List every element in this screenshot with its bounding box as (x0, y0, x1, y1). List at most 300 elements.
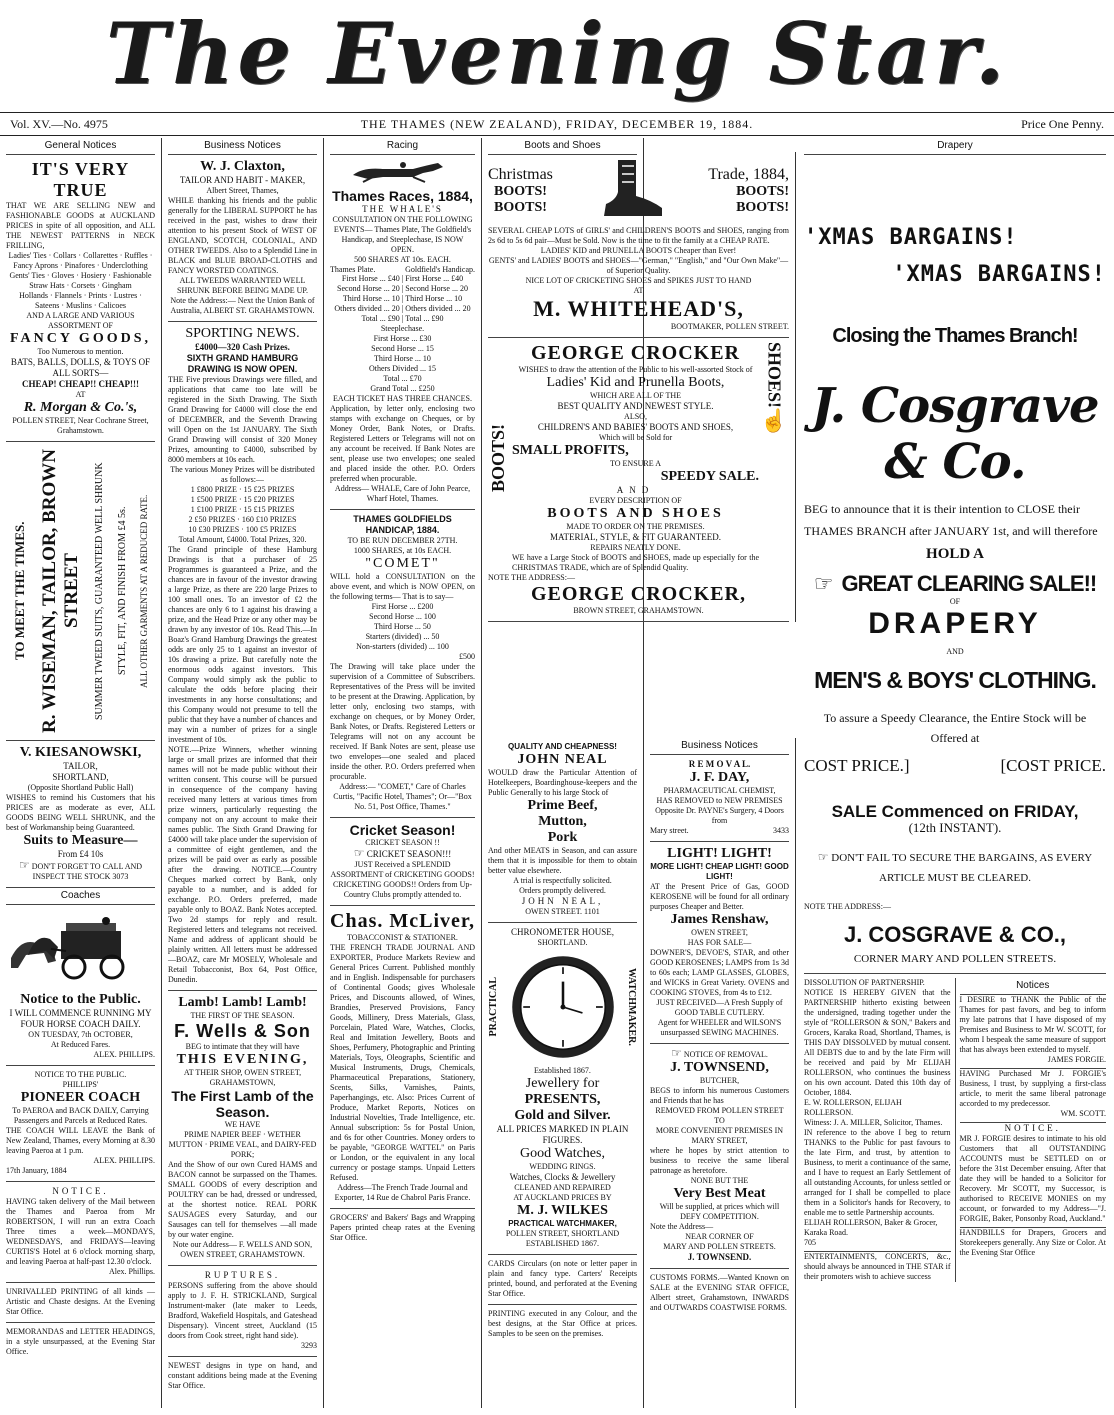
ad-date: 17th January, 1884 (6, 1166, 67, 1175)
ad-firm: J. COSGRAVE & CO., (843, 922, 1067, 947)
table-heading: Steeplechase. (380, 324, 425, 333)
wells-lamb-ad (168, 991, 317, 1266)
ad-firm: JOHN NEAL (517, 752, 608, 767)
table-row: £500 (459, 652, 475, 661)
ad-body: To assure a Speedy Clearance, the Entire Stock will be Offered at (823, 711, 1087, 745)
ad-body: The Grand principle of these Hamburg Drawings is that a purchaser of 25 Programmes is guaranteed a Prize, and the chances are in favour of the investor drawing a large Prize, as there are 220 large Prizes to 100 small ones. To an investor of £2 the chances are only 6 to 1 against his drawing a prize, and the Head Prize or any other may be drawn by any investor of 10s. Read This.—In Boaz's Grand Hamburg Drawings the greatest odds are only 25 to 1 against an investor of 10s drawing a prize. But carefully note the enormous odds against investors. This Company would simply ask the public to calculate the odds before placing their investments in any horse consultations; and this Company would not presume to tell the public that they have a number of chances and may win a number of prizes for a single investment of 10s. (168, 545, 317, 744)
ad-text: NEAR CORNER OF (685, 1232, 754, 1241)
ad-headline: DISSOLUTION OF PARTNERSHIP. (804, 978, 925, 987)
table-row: Second Horse ... 100 (369, 612, 436, 621)
ad-signature: J. TOWNSEND. (687, 1252, 752, 1262)
ad-headline: NOTICE. (960, 1122, 1107, 1134)
ad-headline: RUPTURES. (204, 1270, 281, 1280)
ad-text: 500 SHARES AT 10s. EACH. (354, 255, 451, 264)
ad-address: CORNER MARY AND POLLEN STREETS. (853, 953, 1057, 965)
price: Price One Penny. (1021, 117, 1104, 131)
table-row: Third Horse ... 50 (374, 622, 431, 631)
ad-text: NICE LOT OF CRICKETING SHOES and SPIKES JUST TO HAND (525, 276, 752, 285)
ad-headline: SPORTING NEWS. (185, 326, 300, 341)
vertical-text: SHOES! (764, 342, 785, 409)
section-heading: Business Notices (168, 138, 317, 155)
ad-text: Christmas (488, 166, 553, 183)
pioneer-coach-ad (6, 1066, 155, 1182)
ad-address: POLLEN STREET, Near Cochrane Street, Grahamstown. (12, 416, 149, 435)
ad-body: NOTICE IS HEREBY GIVEN that the PARTNERSHIP hitherto existing between the undersigned, trading together under the style of "ROLLERSON & SON," Bakers and Grocers, Karaka Road, Shortland, Thames, is THIS DAY DISSOLVED by mutual consent. All DEBTS due to and by the late Firm will be received and paid by Mr ELIJAH ROLLERSON, who continues the business on his own account. Dated this 10th day of October, 1884. (804, 988, 951, 1097)
ad-body: HAVING taken delivery of the Mail between the Thames and Paeroa from Mr ROBERTSON, I will run an extra Coach Three times a week—MONDAYS, WEDNESDAYS, and FRIDAYS—leaving CURTIS'S Hotel at 6 o'clock morning sharp, and leaving Paeroa at half-past 12.30 o'clock. (6, 1197, 155, 1266)
prize-row: 1 £500 PRIZE · 15 £20 PRIZES (190, 495, 295, 504)
boot-icon (596, 156, 666, 226)
masthead (0, 0, 1114, 112)
prize-row: 1 £100 PRIZE · 15 £15 PRIZES (190, 505, 295, 514)
ad-text: 1000 SHARES, at 10s EACH. (353, 546, 452, 555)
ad-text: DON'T FORGET TO CALL AND INSPECT THE STOCK (31, 862, 143, 881)
ad-text: ON TUESDAY, 7th OCTOBER, (28, 1030, 133, 1039)
ad-text: Established 1867. (534, 1066, 591, 1075)
ad-list: Hollands · Flannels · Prints · Lustres · Sateens · Muslins · Calicoes (19, 291, 142, 310)
prize-row: 2 £50 PRIZES · 160 £10 PRIZES (188, 515, 297, 524)
ad-body: THAT WE ARE SELLING NEW and FASHIONABLE GOODS at AUCKLAND PRICES in spite of all opposition, and ALL THE NEWEST PATTERNS in NECK FRILLING, (6, 201, 155, 250)
ad-headline: Cricket Season! (349, 822, 456, 838)
table-heading: Goldfield's Handicap. (405, 265, 475, 274)
ad-text: TAILOR AND HABIT - MAKER, (179, 175, 306, 185)
ad-text: NOTE THE ADDRESS:— (804, 902, 891, 911)
ad-body: To PAEROA and BACK DAILY, Carrying Passengers and Parcels at Reduced Rates. (12, 1106, 149, 1125)
ad-address: Address:— "COMET," Care of Charles Curtis, "Pacific Hotel, Thames"; Or—"Box No. 51, Post Office, Thames." (333, 782, 472, 811)
ad-firm: GEORGE CROCKER (530, 342, 741, 364)
ad-text: BEG to intimate that they will have (185, 1042, 300, 1051)
ad-subhead: Prime Beef, (527, 798, 598, 813)
ad-text: WHICH ARE ALL OF THE (589, 391, 682, 400)
ad-text: WEDDING RINGS. (529, 1162, 596, 1171)
ad-number: 705 (804, 1238, 816, 1247)
ad-text: Note the Address— (650, 1222, 714, 1231)
clock-icon (508, 952, 618, 1062)
ad-headline: IT'S VERY TRUE (31, 159, 130, 200)
prize-row: 10 £30 PRIZES · 100 £5 PRIZES (188, 525, 297, 534)
ad-body: WISHES to remind his Customers that his PRICES are as moderate as ever, ALL GOODS BEING WELL SHRUNK, and the best of Workmanship being Guaranteed. (6, 793, 155, 832)
wiseman-ad (6, 442, 155, 741)
ad-text: At Reduced Fares. (50, 1040, 111, 1049)
ad-subhead: Ladies' Kid and Prunella Boots, (546, 375, 725, 390)
ad-text: SHORTLAND, (52, 772, 109, 782)
ad-signature: Alex. Phillips. (108, 1267, 155, 1276)
comet-consultation-ad (330, 510, 475, 818)
column-drapery (796, 138, 1114, 1408)
ad-subhead: PRESENTS, (524, 1092, 601, 1107)
table-row: Total ... £70 (383, 374, 422, 383)
ad-text: AND A LARGE AND VARIOUS ASSORTMENT OF (26, 311, 135, 330)
ad-text: JUST RECEIVED—A Fresh Supply of GOOD TABLE CUTLERY. (656, 998, 783, 1017)
ad-firm: J. F. DAY, (689, 770, 750, 785)
ad-subhead: SIXTH GRAND HAMBURG DRAWING IS NOW OPEN. (186, 353, 299, 374)
ad-body: JUST Received a SPLENDID ASSORTMENT of CRICKETING GOODS! CRICKETING GOODS!! Orders from Up-Country Clubs promptly attended to. (330, 860, 475, 899)
ad-subhead: Suits to Measure— (23, 833, 138, 848)
ad-text: WE HAVE (224, 1120, 261, 1129)
ad-firm: R. Morgan & Co.'s, (23, 400, 138, 415)
ad-text: BUTCHER, (699, 1076, 740, 1085)
pointing-hand-icon: ☞ (671, 1046, 682, 1060)
ad-address: Note the Address:— Next the Union Bank of Australia, ALBERT ST. GRAHAMSTOWN. (170, 296, 315, 315)
ad-address: MARY AND POLLEN STREETS. (663, 1242, 776, 1251)
ad-subhead: CRICKET SEASON!!! (366, 849, 452, 859)
ad-headline: MEN'S & BOYS' CLOTHING. (814, 667, 1096, 693)
coach-illustration-icon (6, 913, 156, 983)
handbills-ad: HANDBILLS for Drapers, Grocers and Storekeepers generally. Any Size or Color. At the Evening Star Office (959, 1228, 1106, 1257)
kiesanowski-ad (6, 741, 155, 888)
ad-headline: PIONEER COACH (20, 1090, 141, 1105)
mail-coach-notice (6, 1182, 155, 1283)
ad-subhead: THIS EVENING, (176, 1052, 309, 1067)
table-row: First Horse ... £200 (371, 602, 434, 611)
ad-headline: Lamb! Lamb! Lamb! (178, 995, 307, 1010)
table-row: First Horse ... £30 (373, 334, 432, 343)
ad-headline: GREAT CLEARING SALE!! (841, 571, 1097, 596)
vertical-text: ALL OTHER GARMENTS AT A REDUCED RATE. (139, 494, 150, 688)
ad-text: ALSO, (624, 412, 647, 421)
ad-body: SEVERAL CHEAP LOTS of GIRLS' and CHILDREN'S BOOTS and SHOES, ranging from 2s 6d to 5s 6d pair—Must be Sold. Now is the time to fit the family at a CHEAP RATE. (488, 226, 789, 245)
publication-date: THE THAMES (NEW ZEALAND), FRIDAY, DECEMBER 19, 1884. (360, 117, 754, 131)
ad-body: MR J. FORGIE desires to intimate to his old Customers that all OUTSTANDING ACCOUNTS must be SETTLED on or before the 31st December ensuing. After that date they will be handed to a Solicitor for Recovery. Mr SCOTT, my Successor, is authorised to RECEIVE MONIES on my account, or forwarded to my Address—"J. FORGIE, Baker, Ponsonby Road, Auckland." (959, 1134, 1106, 1223)
column-general-notices (0, 138, 162, 1408)
section-heading: Boots and Shoes (488, 138, 637, 155)
ad-text: HOLD A (926, 546, 984, 562)
renshaw-ad (650, 842, 789, 1044)
ad-text: AT (75, 390, 86, 399)
vertical-text: STYLE, FIT, AND FINISH FROM £4 5s. (116, 506, 128, 676)
ad-text: GENTS' and LADIES' BOOTS and SHOES—"German," "English," and "Our Own Make"—of Superior Quality. (488, 256, 789, 275)
ad-subhead: SMALL PROFITS, (512, 443, 629, 458)
mcliver-ad (330, 906, 475, 1209)
forgie-notices (960, 978, 1107, 1282)
ad-body: NOTE.—Prize Winners, whether winning large or small prizes are informed that their names will not be made public without their written consent. This course will be pursued in consequence of the company having received many letters at various times from prize winners, particularly requesting the company not on any account to make their names public. The Sixth Grand Drawing for £4000 will take place under the supervision of a committee of eight gentlemen, and the prizes will be paid over as early as possible after the drawing. NOTICE.—Country Cheques marked correct by Bank, only payable to a number, and is added for exchange. P.O. Orders preferred, made payable only to BOAZ. Bank Notes accepted. Two 2d stamps for reply and result. Registered letters and telegrams not received. Name and address of applicant should be plainly written. All letters must be addressed—BOAZ, care Mr MOSELY, Wholesale and Retail Tobacconist, Box 64, Post Office, Dunedin. (168, 745, 317, 984)
ad-address: Note our Address— F. WELLS AND SON, OWEN STREET, GRAHAMSTOWN. (172, 1240, 313, 1259)
ad-body: THE FRENCH TRADE JOURNAL AND EXPORTER, Produce Markets Review and General Prices Current. Published monthly and in English. Indispensable for purchasers of Continental Goods; gives Wholesale Prices, and Discounts allowed, of Wines, Brandies, Preserved Provisions, Fancy Goods, Millinery, Dress Materials, Glass, Porcelain, Plated Ware, Watches, Clocks, Real and Imitation Jewellery, Boots and Shoes, Perfumery, Photographic and Printing Materials, Toys, Oleographs, Scientific and Musical Instruments, Drugs, Chemicals, Pharmaceutical Preparations, Stationery, Scents, Silks, Varnishes, Paints, Paperhangings, etc. Also: Prices Current of Produce, Market Reports, Notices on Industrial Novelties, Trade Intelligence, etc. Annual subscription: 5s for Postal Union, and 6s for other Countries. Money orders to be payable, "GEORGE WATTEL" on Paris or London, or the equivalent in any local currency or postage stamps. Unpaid Letters Refused. (330, 943, 475, 1182)
customs-forms-ad: CUSTOMS FORMS.—Wanted Known on SALE at the EVENING STAR OFFICE, Albert street, Grahamstown, INWARDS and OUTWARDS COASTWISE FORMS. (650, 1273, 789, 1312)
ad-subhead: Gold and Silver. (514, 1108, 611, 1123)
ad-text: TO BE RUN DECEMBER 27TH. (347, 536, 458, 545)
ad-text: COST PRICE.] (804, 756, 910, 775)
ad-subhead: Good Watches, (520, 1146, 605, 1161)
ad-headline: Notice to the Public. (20, 992, 141, 1007)
pointing-hand-icon: ☞ (18, 858, 30, 872)
cards-circulars-ad: CARDS Circulars (on note or letter paper in plain and fancy type. Carters' Receipts printed, bound, and perforated at the Evening Star Office. (488, 1255, 637, 1305)
section-heading: Racing (330, 138, 475, 155)
ad-text: SHORTLAND. (537, 938, 588, 947)
ad-text: CLEANED AND REPAIRED (514, 1183, 611, 1192)
ad-text: BOOTS! (736, 184, 789, 199)
ad-text: (12th INSTANT). (908, 820, 1002, 835)
ad-subhead: "COMET" (365, 556, 440, 571)
claxton-ad (168, 155, 317, 322)
ad-text: ALL PRICES MARKED IN PLAIN FIGURES. (496, 1124, 629, 1145)
ad-text: Orders promptly delivered. (519, 886, 606, 895)
ad-text: BEST QUALITY AND NEWEST STYLE. (557, 401, 714, 411)
ad-headline: LIGHT! LIGHT! (667, 846, 772, 861)
ad-body: THE COACH WILL LEAVE the Bank of New Zealand, Thames, every Morning at 8.30 leaving Paeroa at 1 p.m. (6, 1126, 155, 1155)
ad-body: HAVING Purchased Mr J. FORGIE's Business, I trust, by supplying a first-class article, to merit the same liberal patronage accorded to my predecessor. (959, 1069, 1106, 1108)
ad-subhead: Closing the Thames Branch! (832, 325, 1078, 347)
ad-text: BOOTS! (736, 200, 789, 215)
ad-text: HAS FOR SALE— (687, 938, 752, 947)
ad-body: The Drawing will take place under the supervision of a Committee of Subscribers. Representatives of the Press will be invited to be present at the Drawing. Application, by letter only, enclosing two stamps, with exchange on cheques, or by Money Order, Bank Notes, or Drafts. Registered Letters or Telegrams will not on any account be received. If Bank Notes are sent, please use two envelopes—one sealed and placed inside the other. P.O. Orders preferred when procurable. (330, 662, 475, 781)
ad-signature: E. W. ROLLERSON, ELIJAH ROLLERSON. (804, 1098, 902, 1117)
ad-text: PHILLIPS' (62, 1080, 99, 1089)
ad-number: 1101 (584, 907, 600, 916)
ad-body: WISHES to draw the attention of the Public to his well-assorted Stock of (518, 365, 753, 374)
section-heading: Coaches (6, 888, 155, 905)
table-row: Second Horse ... 15 (371, 344, 434, 353)
prize-total: Total Amount, £4000. Total Prizes, 320. (178, 535, 307, 544)
ad-address: Address— WHALE, Care of John Pearce, Wharf Hotel, Thames. (334, 484, 471, 503)
ad-subhead: £4000—320 Cash Prizes. (195, 342, 290, 352)
ad-firm: F. Wells & Son (174, 1021, 311, 1041)
ad-address: BROWN STREET, GRAHAMSTOWN. (573, 606, 704, 615)
ad-body: DOWNER'S, DEVOE'S, STAR, and other GOOD KEROSENES; LAMPS from 1s 3d to 60s each; LAMP GLASSES, GLOBES, and WICKS in Great Variety. OVENS and COOKING STOVES, from 4s to £12. (650, 948, 789, 997)
ad-headline: QUALITY AND CHEAPNESS! (508, 742, 617, 751)
ad-address: Address—The French Trade Journal and Exporter, 14 Rue de Chabrol Paris France. (334, 1183, 471, 1202)
ad-text: THE FIRST OF THE SEASON. (190, 1011, 295, 1020)
colour-printing-ad: PRINTING executed in any Colour, and the best designs, at the Star Office at prices. Samples to be seen on the premises. (488, 1309, 637, 1338)
ad-headline: THAMES GOLDFIELDS HANDICAP, 1884. (353, 514, 452, 535)
vertical-text: R. WISEMAN, TAILOR, BROWN STREET (39, 449, 83, 733)
ad-subhead: FANCY GOODS, (10, 331, 151, 346)
ad-body: BEGS to inform his numerous Customers and Friends that he has (650, 1086, 789, 1105)
table-row: Others Divided ... 15 (368, 364, 437, 373)
ad-headline: 'XMAS BARGAINS! (892, 262, 1106, 287)
grocers-bags-ad: GROCERS' and Bakers' Bags and Wrapping Papers printed cheap rates at the Evening Star Office. (330, 1213, 475, 1242)
ad-signature: ELIJAH ROLLERSON, Baker & Grocer, Karaka Road. (804, 1218, 938, 1237)
column-5-business-notices (644, 738, 796, 1408)
ad-text: BOOTS! (493, 200, 547, 215)
ad-text: AND (616, 485, 655, 495)
table-row: Starters (divided) ... 50 (365, 632, 440, 641)
ad-subhead: BOOTS AND SHOES (547, 506, 724, 521)
section-heading: Drapery (804, 138, 1106, 155)
ad-body: PERSONS suffering from the above should apply to J. F. H. STRICKLAND, Surgical Instrument-maker (late maker to Leeds, Bradford, Wakefield Hospitals, and Gateshead Dispensary). Vincent street, Auckland (15 doors from Cook street, right hand side). (168, 1281, 317, 1340)
ad-text: ALL TWEEDS WARRANTED WELL SHRUNK BEFORE BEING MADE UP. (177, 276, 308, 295)
ad-body: WHILE thanking his friends and the public generally for the LIBERAL SUPPORT he has received in the past, wishes to draw their attention to his present Stock of WEST OF ENGLAND, SCOTCH, COLONIAL, AND OTHER TWEEDS. Also to a Splendid Line in BLACK and BLUE BROAD-CLOTHS and FANCY WORSTED COATINGS. (168, 196, 317, 275)
ad-signature: JOHN NEAL, (521, 896, 604, 906)
column-business-notices (162, 138, 324, 1408)
townsend-ad (650, 1044, 789, 1269)
ad-subhead: Very Best Meat (673, 1186, 766, 1201)
crocker-ad (488, 338, 789, 622)
pointing-hand-icon: ☞ (817, 850, 829, 864)
ad-text: DON'T FAIL TO SECURE THE BARGAINS, AS EVERY ARTICLE MUST BE CLEARED. (831, 852, 1093, 884)
ad-text: PHARMACEUTICAL CHEMIST, (663, 786, 776, 795)
ad-text: ESTABLISHED 1867. (525, 1239, 600, 1248)
ad-subhead: MORE LIGHT! CHEAP LIGHT! GOOD LIGHT! (650, 862, 789, 881)
table-row: Non-starters (divided) ... 100 (356, 642, 449, 651)
vertical-text: WATCHMAKER. (626, 968, 637, 1046)
ad-body: where he hopes by strict attention to business to receive the same liberal patronage as heretofore. (650, 1146, 789, 1175)
pointing-finger-icon: ☝ (760, 408, 788, 434)
column-racing (324, 138, 482, 1408)
ad-text: AT AUCKLAND PRICES BY (513, 1193, 612, 1202)
ad-text: Will be supplied, at prices which will DEFY COMPETITION. (659, 1202, 780, 1221)
ad-firm: Chas. McLiver, (330, 910, 475, 932)
ad-text: Agent for WHEELER and WILSON'S unsurpassed SEWING MACHINES. (657, 1018, 782, 1037)
column-4-lower (482, 738, 644, 1408)
ad-text: CHEAP! CHEAP!! CHEAP!!! (22, 379, 139, 389)
volume-number: Vol. XV.—No. 4975 (10, 117, 108, 131)
ad-headline: NOTICE. (52, 1186, 109, 1196)
ad-text: TOBACCONIST & STATIONER. (347, 933, 458, 942)
table-row: Total ... £90 | Total ... £90 (361, 314, 444, 323)
whale-consultation-ad (330, 155, 475, 510)
whitehead-ad (488, 152, 789, 338)
ad-text: TO (714, 1116, 725, 1125)
ad-text: A trial is respectfully solicited. (513, 876, 612, 885)
ad-body: THE Five previous Drawings were filled, and applications that came too late will be registered in the Sixth Drawing. The Sixth Grand Drawing for £4000 will close the end of DECEMBER, and the Seventh Drawing will Open on the 1st JANUARY. The Sixth Grand Drawing will consist of 320 Money Prizes, amounting to £4000, subscribed by 8000 members at 10s each. (168, 375, 317, 464)
entertainments-ad: ENTERTAINMENTS, CONCERTS, &c., should always be announced in THE STAR if their promoters wish to achieve success (804, 1252, 951, 1281)
boaz-hamburg-ad (168, 322, 317, 991)
ad-text: MATERIAL, STYLE, & FIT GUARANTEED. (549, 532, 722, 542)
ad-text: OF (949, 597, 961, 606)
ad-address: Opposite Dr. PAYNE's Surgery, 4 Doors from (655, 806, 784, 825)
ad-address: Albert Street, Thames, (206, 186, 279, 195)
ad-text: REPAIRS NEATLY DONE. (590, 543, 681, 552)
ad-signature: ALEX. PHILLIPS. (93, 1156, 155, 1165)
ad-text: PRIME NAPIER BEEF · WETHER MUTTON · PRIME VEAL, and DAIRY-FED PORK; (168, 1130, 317, 1159)
ad-text: NOTICE TO THE PUBLIC. (34, 1070, 127, 1079)
ad-firm: J. Cosgrave & Co. (811, 378, 1099, 490)
cricket-season-ad (330, 818, 475, 906)
ad-subhead: Mutton, (538, 814, 587, 829)
ad-text: Which will be Sold for (598, 433, 673, 442)
ad-address: Mary street. (650, 826, 689, 835)
ad-text: REMOVED FROM POLLEN STREET (655, 1106, 784, 1115)
letterheads-ad: MEMORANDAS and LETTER HEADINGS, in a style unsurpassed, at the Evening Star Office. (6, 1327, 155, 1356)
rollerson-dissolution-ad (804, 978, 956, 1282)
ad-body: WOULD draw the Particular Attention of Hotelkeepers, Boardinghouse-keepers and the Public Generally to his large Stock of (488, 768, 637, 797)
table-row: Grand Total ... £250 (370, 384, 435, 393)
coach-ad (6, 905, 155, 1066)
ad-address: OWEN STREET, (691, 928, 748, 937)
table-row: Third Horse ... 10 (374, 354, 431, 363)
ad-body: WE have a Large Stock of BOOTS and SHOES, made up especially for the CHRISTMAS TRADE, which are of Splendid Quality. (512, 553, 759, 572)
ad-text: (Opposite Shortland Public Hall) (27, 783, 134, 792)
ad-body: And the Show of our own Cured HAMS and BACON cannot be surpassed on the Thames. SMALL GOODS of every description and POULTRY can be had, dressed or undressed, at the shortest notice. REAL PORK SAUSAGES every Saturday, and our Sausages can tell for themselves —all made by our water engine. (168, 1160, 317, 1239)
table-row: Second Horse ... 20 | Second Horse ... 20 (337, 284, 468, 293)
ruptures-ad (168, 1266, 317, 1357)
ad-subhead: SALE Commenced on FRIDAY, (831, 802, 1079, 821)
pointing-hand-icon: ☞ (353, 846, 365, 860)
ad-text: From £4 10s (57, 849, 104, 859)
ad-text: BATS, BALLS, DOLLS, & TOYS OF ALL SORTS— (10, 357, 151, 378)
ad-firm: James Renshaw, (670, 912, 769, 927)
ad-firm: M. J. WILKES (517, 1203, 608, 1218)
ad-text: AND (946, 647, 964, 656)
ad-text: LADIES' KID and PRUNELLA BOOTS Cheaper than Ever! (540, 246, 737, 255)
ad-headline: Thames Races, 1884, (332, 188, 473, 204)
section-heading: General Notices (6, 138, 155, 155)
racehorse-icon (343, 159, 463, 183)
ad-text: Too Numerous to mention. (37, 347, 124, 356)
vertical-text: PRACTICAL (488, 977, 499, 1037)
ad-text: The various Money Prizes will be distributed as follows:— (170, 465, 315, 484)
ad-address: POLLEN STREET, SHORTLAND (505, 1229, 620, 1238)
ad-firm: W. J. Claxton, (200, 159, 285, 174)
ad-headline: 'XMAS BARGAINS! (804, 225, 1018, 250)
table-row: First Horse ... £40 | First Horse ... £40 (341, 274, 464, 283)
ad-text: MADE TO ORDER ON THE PREMISES. (566, 522, 705, 531)
ad-subhead: SPEEDY SALE. (660, 469, 759, 484)
ad-text: TAILOR, (63, 761, 98, 771)
ad-address: AT THEIR SHOP, OWEN STREET, GRAHAMSTOWN, (183, 1068, 302, 1087)
ad-text: EVERY DESCRIPTION OF (589, 496, 682, 505)
morgan-ad (6, 155, 155, 442)
newest-designs-ad: NEWEST designs in type on hand, and constant additions being made at the Evening Star Office. (168, 1361, 317, 1390)
ad-signature: WM. SCOTT. (1060, 1109, 1106, 1118)
section-heading: Business Notices (650, 738, 789, 755)
prize-row: 1 £800 PRIZE · 15 £25 PRIZES (190, 485, 295, 494)
ad-body: WILL hold a CONSULTATION on the above event, and which is NOW OPEN, on the following terms— That is to say— (330, 572, 475, 601)
ad-number: 3293 (301, 1341, 317, 1350)
ad-text: Witness: J. A. MILLER, Solicitor, Thames. (804, 1118, 943, 1127)
ad-text: TO ENSURE A (610, 459, 661, 468)
ad-text: EACH TICKET HAS THREE CHANCES. (333, 394, 472, 403)
ad-text: NOTE THE ADDRESS:— (488, 573, 575, 582)
dateline (0, 112, 1114, 136)
ad-number: 3433 (773, 826, 789, 835)
pointing-hand-icon: ☞ (813, 571, 834, 596)
ad-subhead: THE WHALE'S (362, 204, 443, 214)
ad-subhead: Pork (547, 830, 578, 845)
wilkes-watchmaker-ad (488, 923, 637, 1255)
ad-headline: R E M O V A L. (688, 759, 751, 769)
table-heading: Thames Plate. (330, 265, 376, 274)
vertical-text: TO MEET THE TIMES. (11, 521, 27, 661)
cosgrave-ad (804, 225, 1106, 974)
john-neal-ad (488, 738, 637, 923)
ad-body: AT the Present Price of Gas, GOOD KEROSENE will be found for all ordinary purposes Cheaper and Better. (650, 882, 789, 911)
ad-list: Gents' Ties · Gloves · Hosiery · Fashionable Straw Hats · Corsets · Gingham (9, 271, 152, 290)
section-heading: Notices (960, 978, 1107, 995)
ad-body: IN reference to the above I beg to return THANKS to the Public for past favours to the late Firm, and trust, by attention to Business, to merit a continuance of the same, and I have to request an Early Settlement of all outstanding Accounts, for unless settled or arranged for I shall be compelled to place them in a Solicitor's hands for Recovery, to enable me to settle Partnership accounts. (804, 1128, 951, 1217)
ad-text: AT (633, 286, 644, 295)
ad-text: MORE CONVENIENT PREMISES IN MARY STREET, (655, 1126, 784, 1145)
ad-signature: ALEX. PHILLIPS. (93, 1050, 155, 1059)
ad-address: OWEN STREET. (525, 907, 583, 916)
ad-signature: JAMES FORGIE. (1047, 1055, 1106, 1064)
ad-headline: CHRONOMETER HOUSE, (510, 927, 614, 937)
printing-ad: UNRIVALLED PRINTING of all kinds —Artistic and Chaste designs. At the Evening Star Office. (6, 1283, 155, 1323)
ad-text: NONE BUT THE (690, 1176, 749, 1185)
ad-body: I DESIRE to THANK the Public of the Thames for past favors, and beg to inform my late patrons that I have disposed of my Premises and Business to Mr W. SCOTT, for whom I bespeak the same measure of support that has always been extended to myself. (959, 995, 1106, 1054)
ad-text: PRACTICAL WATCHMAKER, (508, 1219, 617, 1228)
ad-body: Application, by letter only, enclosing two stamps with exchange on Cheques, or by Money Order, Bank Notes, or Drafts. Registered Letters or Telegrams will not on any account be received. If Bank Notes are sent, please use two envelopes; one sealed and placed inside the other. P.O. Orders preferred when procurable. (330, 404, 475, 483)
day-removal-ad (650, 755, 789, 842)
ad-headline: NOTICE OF REMOVAL. (683, 1050, 768, 1059)
ad-body: CONSULTATION ON THE FOLLOWING EVENTS— Thames Plate, The Goldfield's Handicap, and Steeplechase, IS NOW OPEN. (332, 215, 473, 254)
ad-list: Ladies' Ties · Collars · Collarettes · Ruffles · Fancy Aprons · Pinafores · Underclothing (8, 251, 153, 270)
ad-number: 3073 (112, 872, 129, 881)
ad-firm: J. TOWNSEND, (670, 1060, 769, 1075)
ad-firm: GEORGE CROCKER, (530, 583, 747, 605)
ad-text: CHILDREN'S AND BABIES' BOOTS AND SHOES, (537, 422, 734, 432)
ad-subhead: Jewellery for (525, 1076, 600, 1091)
ad-subhead: CRICKET SEASON !! (365, 838, 440, 847)
ad-body: HAS REMOVED to NEW PREMISES (656, 796, 783, 805)
ad-firm: M. WHITEHEAD'S, (533, 296, 744, 321)
table-row: Third Horse ... 10 | Third Horse ... 10 (342, 294, 463, 303)
vertical-text: BOOTS! (488, 423, 508, 492)
ad-subhead: The First Lamb of the Season. (171, 1088, 314, 1120)
ad-firm: V. KIESANOWSKI, (19, 745, 142, 760)
ad-text: [COST PRICE. (1000, 756, 1106, 775)
ad-address: BOOTMAKER, POLLEN STREET. (670, 322, 789, 331)
